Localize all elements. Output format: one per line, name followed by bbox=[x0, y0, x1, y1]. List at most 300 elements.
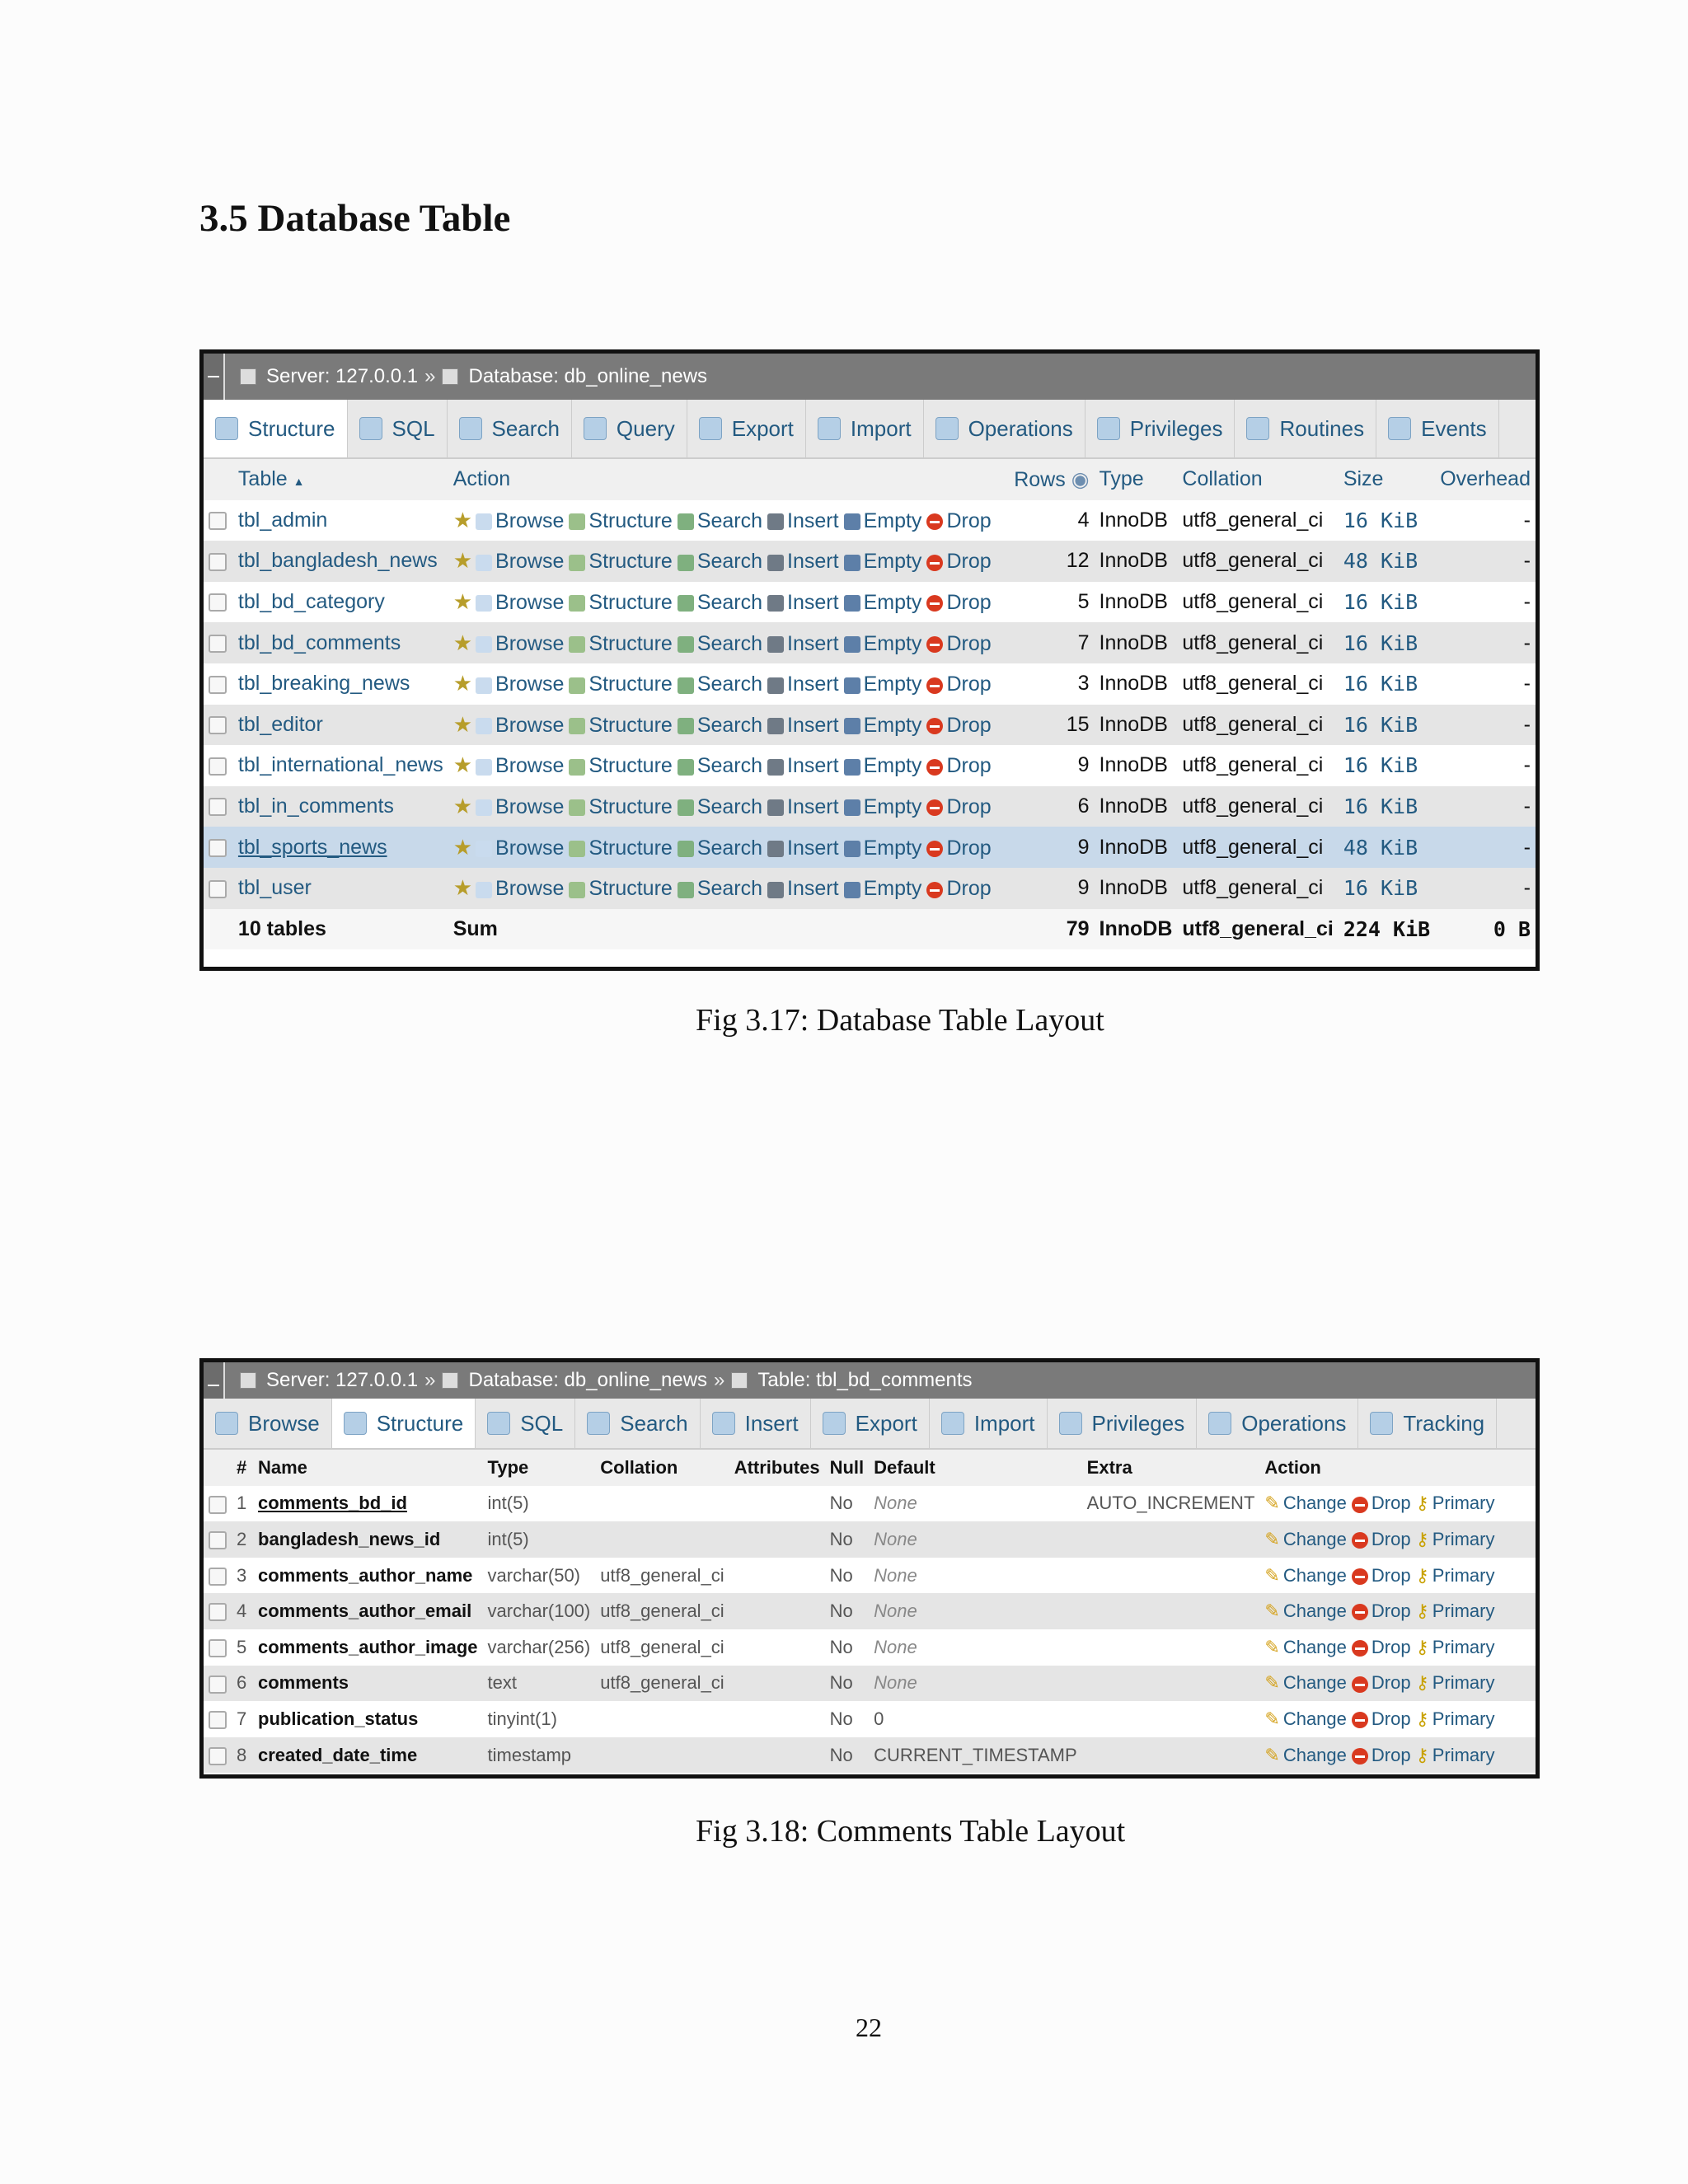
overhead: - bbox=[1523, 508, 1531, 532]
row-checkbox[interactable] bbox=[209, 1568, 227, 1586]
action-label: Drop bbox=[946, 877, 992, 901]
overhead: - bbox=[1523, 876, 1531, 900]
tab-bar bbox=[204, 1399, 1536, 1450]
collation: utf8_general_ci bbox=[1182, 630, 1324, 654]
query-icon bbox=[584, 417, 607, 440]
action-label: Empty bbox=[863, 509, 922, 532]
insert-action[interactable] bbox=[767, 550, 839, 573]
drop-icon bbox=[926, 799, 943, 816]
table-row bbox=[204, 582, 1536, 623]
browse-action[interactable] bbox=[476, 632, 564, 655]
change-action[interactable] bbox=[1264, 1637, 1347, 1657]
column-name: comments_author_name bbox=[258, 1564, 473, 1586]
search-action[interactable] bbox=[678, 673, 762, 696]
empty-action[interactable] bbox=[844, 795, 922, 818]
col-overhead[interactable]: Overhead bbox=[1440, 467, 1531, 491]
insert-icon bbox=[767, 841, 784, 857]
drop-icon bbox=[926, 759, 943, 776]
breadcrumb-database[interactable]: Database: db_online_news bbox=[468, 1369, 708, 1391]
tab-search[interactable] bbox=[575, 1399, 700, 1448]
column-extra bbox=[1082, 1666, 1260, 1702]
tab-privileges[interactable] bbox=[1048, 1399, 1198, 1448]
tab-label: Export bbox=[855, 1410, 917, 1436]
action-label: Drop bbox=[946, 795, 992, 819]
drop-icon bbox=[926, 513, 943, 530]
col-size[interactable]: Size bbox=[1343, 467, 1384, 491]
pencil-icon: ✎ bbox=[1264, 1744, 1280, 1765]
action-label: Browse bbox=[495, 754, 565, 778]
action-label: Empty bbox=[863, 836, 922, 860]
col-attributes: Attributes bbox=[734, 1456, 820, 1478]
change-action[interactable] bbox=[1264, 1565, 1347, 1586]
sql-icon bbox=[359, 417, 382, 440]
change-action[interactable] bbox=[1264, 1529, 1347, 1549]
table-size[interactable]: 48 KiB bbox=[1343, 549, 1418, 574]
tab-privileges[interactable] bbox=[1085, 400, 1236, 457]
browse-action[interactable] bbox=[476, 509, 564, 532]
structure-icon bbox=[569, 513, 585, 530]
breadcrumb bbox=[204, 354, 1536, 400]
browse-icon bbox=[476, 595, 492, 612]
row-checkbox[interactable] bbox=[209, 1639, 227, 1657]
drop-action[interactable] bbox=[1352, 1493, 1411, 1513]
database-structure-screenshot bbox=[199, 349, 1540, 971]
column-extra bbox=[1082, 1593, 1260, 1629]
key-icon: ⚷ bbox=[1415, 1564, 1429, 1586]
favorite-star-icon[interactable]: ★ bbox=[452, 752, 473, 778]
sum-rows: 79 bbox=[1008, 909, 1095, 950]
tab-label: Import bbox=[973, 1410, 1035, 1436]
row-checkbox[interactable] bbox=[209, 512, 227, 530]
action-label: Change bbox=[1282, 1708, 1347, 1729]
search-action[interactable] bbox=[678, 714, 762, 737]
column-attributes bbox=[729, 1629, 825, 1666]
table-name-link[interactable]: tbl_international_news bbox=[237, 753, 443, 777]
column-attributes bbox=[729, 1701, 825, 1737]
drop-action[interactable] bbox=[926, 837, 991, 860]
search-action[interactable] bbox=[678, 509, 762, 532]
tab-browse[interactable] bbox=[204, 1399, 332, 1448]
row-checkbox[interactable] bbox=[209, 1603, 227, 1621]
insert-icon bbox=[767, 555, 784, 571]
structure-action[interactable] bbox=[569, 591, 672, 614]
action-label: Change bbox=[1282, 1493, 1347, 1514]
table-name-link[interactable]: tbl_in_comments bbox=[237, 794, 394, 818]
table-row bbox=[204, 541, 1536, 582]
insert-action[interactable] bbox=[767, 754, 839, 777]
search-action[interactable] bbox=[678, 632, 762, 655]
drop-action[interactable] bbox=[926, 591, 991, 614]
browse-action[interactable] bbox=[476, 837, 564, 860]
browse-action[interactable] bbox=[476, 754, 564, 777]
tab-label: Query bbox=[616, 415, 675, 441]
table-size[interactable]: 16 KiB bbox=[1343, 753, 1418, 778]
structure-icon bbox=[215, 417, 238, 440]
key-icon: ⚷ bbox=[1415, 1601, 1429, 1622]
row-checkbox[interactable] bbox=[209, 635, 227, 653]
drop-icon bbox=[1352, 1640, 1368, 1657]
tab-operations[interactable] bbox=[924, 400, 1085, 457]
column-null: No bbox=[829, 1493, 853, 1514]
insert-action[interactable] bbox=[767, 591, 839, 614]
column-name[interactable]: comments_bd_id bbox=[258, 1493, 407, 1514]
figure-caption-2: Fig 3.18: Comments Table Layout bbox=[696, 1814, 1126, 1849]
change-action[interactable] bbox=[1264, 1493, 1347, 1513]
structure-icon bbox=[569, 677, 585, 694]
empty-action[interactable] bbox=[844, 591, 922, 614]
action-label: Drop bbox=[1371, 1636, 1411, 1657]
search-icon bbox=[459, 417, 482, 440]
tab-structure[interactable] bbox=[332, 1399, 476, 1448]
action-label: Browse bbox=[495, 713, 565, 737]
table-name-link[interactable]: tbl_admin bbox=[237, 508, 328, 532]
tab-export[interactable] bbox=[811, 1399, 930, 1448]
tab-label: Browse bbox=[248, 1410, 320, 1436]
drop-action[interactable] bbox=[926, 550, 991, 573]
structure-action[interactable] bbox=[569, 837, 672, 860]
table-name-link[interactable]: tbl_breaking_news bbox=[237, 672, 410, 696]
table-row bbox=[204, 705, 1536, 746]
drop-icon bbox=[1352, 1604, 1368, 1620]
table-size[interactable]: 16 KiB bbox=[1343, 876, 1418, 901]
action-label: Structure bbox=[588, 754, 673, 778]
collation: utf8_general_ci bbox=[1182, 549, 1324, 573]
action-label: Browse bbox=[495, 795, 565, 819]
drop-action[interactable] bbox=[1352, 1565, 1411, 1586]
primary-action[interactable] bbox=[1416, 1529, 1495, 1549]
change-action[interactable] bbox=[1264, 1672, 1347, 1693]
column-name: comments bbox=[258, 1672, 349, 1694]
table-row bbox=[204, 663, 1536, 705]
browse-icon bbox=[215, 1412, 238, 1435]
drop-icon bbox=[926, 677, 943, 694]
column-number: 4 bbox=[237, 1601, 247, 1622]
structure-action[interactable] bbox=[569, 673, 672, 696]
insert-icon bbox=[767, 677, 784, 694]
drop-action[interactable] bbox=[1352, 1745, 1411, 1765]
primary-action[interactable] bbox=[1416, 1493, 1495, 1513]
tab-query[interactable] bbox=[572, 400, 687, 457]
search-action[interactable] bbox=[678, 837, 762, 860]
tab-sql[interactable] bbox=[476, 1399, 575, 1448]
tab-label: Tracking bbox=[1403, 1410, 1485, 1436]
table-size[interactable]: 16 KiB bbox=[1343, 590, 1418, 615]
primary-action[interactable] bbox=[1416, 1708, 1495, 1729]
col-collation[interactable]: Collation bbox=[1182, 467, 1263, 491]
browse-action[interactable] bbox=[476, 714, 564, 737]
table-size[interactable]: 16 KiB bbox=[1343, 794, 1418, 819]
breadcrumb-separator: » bbox=[424, 1369, 436, 1391]
key-icon: ⚷ bbox=[1415, 1672, 1429, 1694]
col-table[interactable]: Table ▲ bbox=[237, 467, 305, 491]
sum-size: 224 KiB bbox=[1339, 909, 1435, 950]
insert-action[interactable] bbox=[767, 837, 839, 860]
row-count: 9 bbox=[1077, 835, 1090, 859]
row-checkbox[interactable] bbox=[209, 839, 227, 857]
action-label: Search bbox=[696, 631, 763, 655]
empty-action[interactable] bbox=[844, 673, 922, 696]
table-row bbox=[204, 1521, 1536, 1558]
collapse-icon[interactable] bbox=[204, 354, 225, 400]
collapse-icon[interactable] bbox=[204, 1362, 225, 1399]
insert-action[interactable] bbox=[767, 673, 839, 696]
tab-label: Structure bbox=[376, 1410, 464, 1436]
tab-sql[interactable] bbox=[348, 400, 448, 457]
engine-type: InnoDB bbox=[1099, 753, 1168, 777]
browse-action[interactable] bbox=[476, 591, 564, 614]
table-name-link[interactable]: tbl_user bbox=[237, 876, 312, 900]
empty-action[interactable] bbox=[844, 632, 922, 655]
insert-action[interactable] bbox=[767, 632, 839, 655]
search-action[interactable] bbox=[678, 550, 762, 573]
drop-action[interactable] bbox=[926, 754, 991, 777]
tab-export[interactable] bbox=[687, 400, 806, 457]
favorite-star-icon[interactable]: ★ bbox=[452, 875, 473, 901]
tab-label: SQL bbox=[392, 415, 435, 441]
table-name-link[interactable]: tbl_bd_category bbox=[237, 590, 385, 614]
browse-icon bbox=[476, 513, 492, 530]
primary-action[interactable] bbox=[1416, 1565, 1495, 1586]
structure-action[interactable] bbox=[569, 714, 672, 737]
row-checkbox[interactable] bbox=[209, 757, 227, 776]
search-action[interactable] bbox=[678, 591, 762, 614]
col-rows[interactable]: Rows ◉ bbox=[1014, 467, 1090, 491]
empty-action[interactable] bbox=[844, 877, 922, 900]
drop-action[interactable] bbox=[926, 673, 991, 696]
column-default: None bbox=[874, 1636, 917, 1657]
action-label: Browse bbox=[495, 673, 565, 696]
row-checkbox[interactable] bbox=[209, 1711, 227, 1729]
action-label: Browse bbox=[495, 877, 565, 901]
row-checkbox[interactable] bbox=[209, 676, 227, 694]
action-label: Primary bbox=[1432, 1493, 1495, 1514]
primary-action[interactable] bbox=[1416, 1637, 1495, 1657]
table-size[interactable]: 16 KiB bbox=[1343, 630, 1418, 655]
action-label: Empty bbox=[863, 877, 922, 901]
structure-icon bbox=[344, 1412, 367, 1435]
row-count: 5 bbox=[1077, 590, 1090, 614]
drop-action[interactable] bbox=[1352, 1637, 1411, 1657]
tab-import[interactable] bbox=[806, 400, 924, 457]
column-number: 5 bbox=[237, 1636, 247, 1657]
favorite-star-icon[interactable]: ★ bbox=[452, 630, 473, 655]
search-action[interactable] bbox=[678, 795, 762, 818]
drop-action[interactable] bbox=[926, 877, 991, 900]
row-checkbox[interactable] bbox=[209, 553, 227, 571]
favorite-star-icon[interactable]: ★ bbox=[452, 548, 473, 574]
drop-icon bbox=[1352, 1712, 1368, 1728]
insert-action[interactable] bbox=[767, 714, 839, 737]
structure-icon bbox=[569, 759, 585, 776]
browse-action[interactable] bbox=[476, 550, 564, 573]
row-checkbox[interactable] bbox=[209, 1496, 227, 1514]
action-label: Drop bbox=[946, 713, 992, 737]
action-label: Insert bbox=[787, 836, 839, 860]
primary-action[interactable] bbox=[1416, 1672, 1495, 1693]
column-attributes bbox=[729, 1521, 825, 1558]
key-icon: ⚷ bbox=[1415, 1744, 1429, 1765]
insert-action[interactable] bbox=[767, 509, 839, 532]
search-action[interactable] bbox=[678, 877, 762, 900]
table-size[interactable]: 16 KiB bbox=[1343, 508, 1418, 532]
action-label: Structure bbox=[588, 509, 673, 532]
tables-list bbox=[204, 459, 1536, 949]
action-label: Insert bbox=[787, 591, 839, 615]
drop-action[interactable] bbox=[926, 632, 991, 655]
action-label: Primary bbox=[1432, 1601, 1495, 1622]
favorite-star-icon[interactable]: ★ bbox=[452, 834, 473, 860]
row-count: 3 bbox=[1077, 672, 1090, 696]
table-row bbox=[204, 745, 1536, 786]
action-label: Search bbox=[696, 877, 763, 901]
breadcrumb-database[interactable]: Database: db_online_news bbox=[468, 365, 708, 387]
row-checkbox[interactable] bbox=[209, 880, 227, 898]
row-checkbox[interactable] bbox=[209, 1531, 227, 1549]
table-size[interactable]: 16 KiB bbox=[1343, 672, 1418, 696]
tab-structure[interactable] bbox=[204, 400, 348, 457]
empty-action[interactable] bbox=[844, 714, 922, 737]
collation: utf8_general_ci bbox=[1182, 672, 1324, 696]
favorite-star-icon[interactable]: ★ bbox=[452, 671, 473, 696]
breadcrumb-server[interactable]: Server: 127.0.0.1 bbox=[266, 365, 419, 387]
tab-search[interactable] bbox=[448, 400, 572, 457]
drop-action[interactable] bbox=[1352, 1601, 1411, 1621]
empty-action[interactable] bbox=[844, 509, 922, 532]
empty-icon bbox=[844, 882, 860, 898]
browse-action[interactable] bbox=[476, 877, 564, 900]
empty-action[interactable] bbox=[844, 754, 922, 777]
favorite-star-icon[interactable]: ★ bbox=[452, 794, 473, 819]
primary-action[interactable] bbox=[1416, 1601, 1495, 1621]
tab-import[interactable] bbox=[930, 1399, 1048, 1448]
tab-label: Search bbox=[491, 415, 560, 441]
empty-icon bbox=[844, 677, 860, 694]
breadcrumb-table[interactable]: Table: tbl_bd_comments bbox=[757, 1369, 973, 1391]
drop-action[interactable] bbox=[1352, 1708, 1411, 1729]
tab-tracking[interactable] bbox=[1358, 1399, 1497, 1448]
import-icon bbox=[941, 1412, 964, 1435]
action-label: Search bbox=[696, 550, 763, 574]
pencil-icon: ✎ bbox=[1264, 1564, 1280, 1586]
row-count: 9 bbox=[1077, 876, 1090, 900]
row-checkbox[interactable] bbox=[209, 1675, 227, 1694]
search-action[interactable] bbox=[678, 754, 762, 777]
action-label: Drop bbox=[946, 673, 992, 696]
action-label: Primary bbox=[1432, 1636, 1495, 1657]
tab-events[interactable] bbox=[1376, 400, 1499, 457]
column-null: No bbox=[829, 1636, 853, 1657]
action-label: Search bbox=[696, 673, 763, 696]
drop-icon bbox=[926, 636, 943, 653]
row-checkbox[interactable] bbox=[209, 716, 227, 734]
action-label: Empty bbox=[863, 713, 922, 737]
col-action: Action bbox=[452, 467, 511, 491]
tab-label: Privileges bbox=[1129, 415, 1223, 441]
column-default: None bbox=[874, 1528, 917, 1549]
tab-insert[interactable] bbox=[701, 1399, 811, 1448]
col-extra: Extra bbox=[1086, 1456, 1132, 1478]
browse-action[interactable] bbox=[476, 795, 564, 818]
structure-action[interactable] bbox=[569, 550, 672, 573]
breadcrumb-server[interactable]: Server: 127.0.0.1 bbox=[266, 1369, 419, 1391]
empty-action[interactable] bbox=[844, 550, 922, 573]
breadcrumb-separator: » bbox=[714, 1369, 725, 1391]
structure-action[interactable] bbox=[569, 877, 672, 900]
drop-icon bbox=[926, 882, 943, 898]
action-label: Drop bbox=[1371, 1528, 1411, 1549]
collation: utf8_general_ci bbox=[1182, 753, 1324, 777]
tab-operations[interactable] bbox=[1197, 1399, 1358, 1448]
favorite-star-icon[interactable]: ★ bbox=[452, 507, 473, 532]
col-type[interactable]: Type bbox=[1099, 467, 1144, 491]
action-label: Drop bbox=[1371, 1493, 1411, 1514]
drop-action[interactable] bbox=[926, 714, 991, 737]
primary-action[interactable] bbox=[1416, 1745, 1495, 1765]
empty-icon bbox=[844, 799, 860, 816]
structure-action[interactable] bbox=[569, 754, 672, 777]
empty-action[interactable] bbox=[844, 837, 922, 860]
row-checkbox[interactable] bbox=[209, 593, 227, 612]
favorite-star-icon[interactable]: ★ bbox=[452, 711, 473, 737]
browse-action[interactable] bbox=[476, 673, 564, 696]
action-label: Primary bbox=[1432, 1744, 1495, 1765]
change-action[interactable] bbox=[1264, 1601, 1347, 1621]
drop-action[interactable] bbox=[926, 509, 991, 532]
tab-routines[interactable] bbox=[1235, 400, 1376, 457]
key-icon: ⚷ bbox=[1415, 1528, 1429, 1549]
favorite-star-icon[interactable]: ★ bbox=[452, 589, 473, 615]
table-name-link[interactable]: tbl_editor bbox=[237, 712, 323, 736]
table-name-link[interactable]: tbl_bangladesh_news bbox=[237, 549, 438, 573]
action-label: Insert bbox=[787, 877, 839, 901]
action-label: Search bbox=[696, 591, 763, 615]
table-name-link[interactable]: tbl_bd_comments bbox=[237, 630, 401, 654]
drop-icon bbox=[1352, 1497, 1368, 1513]
change-action[interactable] bbox=[1264, 1708, 1347, 1729]
table-row bbox=[204, 1486, 1536, 1522]
structure-action[interactable] bbox=[569, 509, 672, 532]
table-row bbox=[204, 1701, 1536, 1737]
row-checkbox[interactable] bbox=[209, 1747, 227, 1765]
tab-label: Routines bbox=[1279, 415, 1365, 441]
action-label: Insert bbox=[787, 795, 839, 819]
insert-action[interactable] bbox=[767, 795, 839, 818]
structure-action[interactable] bbox=[569, 795, 672, 818]
action-label: Drop bbox=[946, 836, 992, 860]
table-size[interactable]: 48 KiB bbox=[1343, 835, 1418, 860]
action-label: Primary bbox=[1432, 1708, 1495, 1729]
column-type: tinyint(1) bbox=[487, 1708, 557, 1729]
insert-action[interactable] bbox=[767, 877, 839, 900]
drop-action[interactable] bbox=[1352, 1529, 1411, 1549]
drop-action[interactable] bbox=[1352, 1672, 1411, 1693]
structure-action[interactable] bbox=[569, 632, 672, 655]
change-action[interactable] bbox=[1264, 1745, 1347, 1765]
column-number: 8 bbox=[237, 1744, 247, 1765]
action-label: Drop bbox=[1371, 1708, 1411, 1729]
help-icon[interactable]: ◉ bbox=[1071, 467, 1090, 491]
table-row bbox=[204, 1737, 1536, 1774]
row-checkbox[interactable] bbox=[209, 798, 227, 816]
drop-action[interactable] bbox=[926, 795, 991, 818]
drop-icon bbox=[1352, 1568, 1368, 1585]
table-row bbox=[204, 1558, 1536, 1594]
action-label: Structure bbox=[588, 631, 673, 655]
column-extra bbox=[1082, 1701, 1260, 1737]
table-name-link[interactable]: tbl_sports_news bbox=[237, 835, 387, 859]
key-icon: ⚷ bbox=[1415, 1493, 1429, 1514]
table-size[interactable]: 16 KiB bbox=[1343, 712, 1418, 737]
